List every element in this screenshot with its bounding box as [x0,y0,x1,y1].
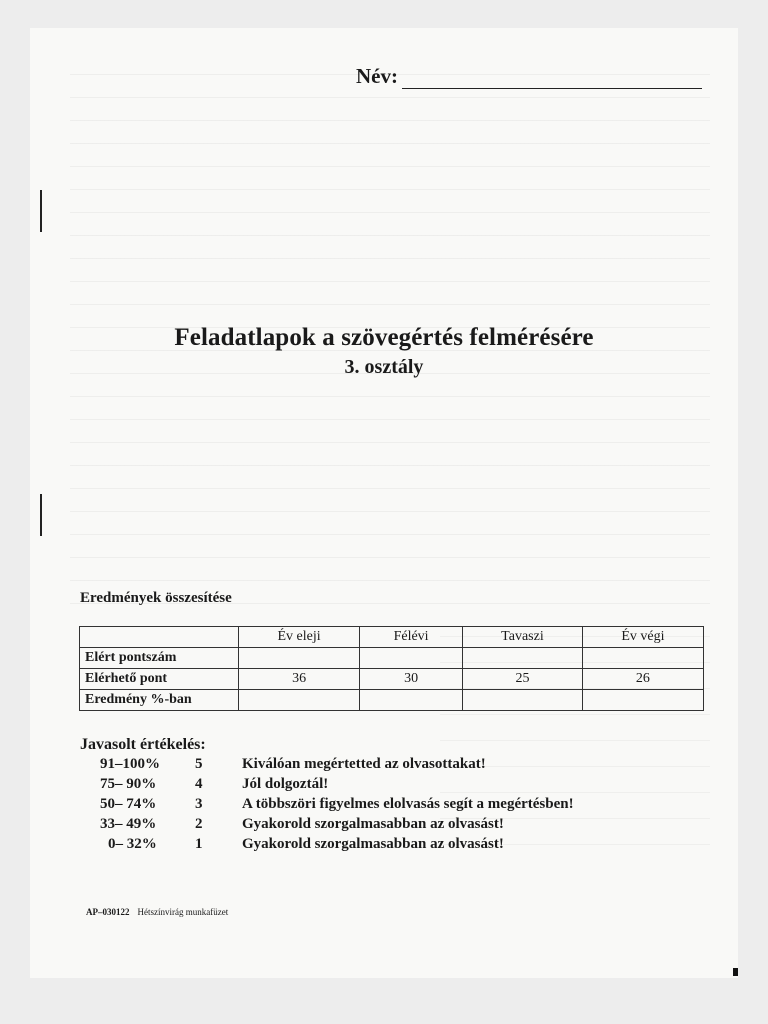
table-cell: 26 [582,669,703,690]
binder-mark-bottom [40,494,42,536]
name-label: Név: [356,64,398,88]
evaluation-grade: 1 [195,836,203,852]
table-cell[interactable] [582,648,703,669]
evaluation-text: Kiválóan megértetted az olvasottakat! [242,756,486,772]
table-cell[interactable] [463,690,583,711]
page-footer [86,907,228,917]
row-label-elerheto-pont: Elérhető pont [80,669,239,690]
table-cell[interactable] [239,648,360,669]
evaluation-text: A többszöri figyelmes elolvasás segít a megértésben! [242,796,574,812]
evaluation-grade: 3 [195,796,203,812]
results-header-row [80,627,704,648]
results-table [79,626,704,711]
evaluation-grade: 4 [195,776,203,792]
table-cell[interactable] [239,690,360,711]
row-label-eredmeny-szazalek: Eredmény %-ban [80,690,239,711]
row-label-elert-pontszam: Elért pontszám [80,648,239,669]
name-field [356,64,702,89]
results-heading: Eredmények összesítése [80,590,232,606]
evaluation-range: 33– 49% [100,816,157,832]
evaluation-heading: Javasolt értékelés: [80,736,206,753]
table-cell: 36 [239,669,360,690]
evaluation-range: 75– 90% [100,776,157,792]
scan-corner-mark [733,968,738,976]
footer-code: AP–030122 [86,907,130,917]
table-cell[interactable] [360,690,463,711]
evaluation-range: 50– 74% [100,796,157,812]
footer-brand: Hétszínvirág munkafüzet [137,907,229,917]
results-header-ev-vegi: Év végi [582,627,703,648]
results-header-tavaszi: Tavaszi [463,627,583,648]
evaluation-text: Gyakorold szorgalmasabban az olvasást! [242,816,504,832]
evaluation-text: Gyakorold szorgalmasabban az olvasást! [242,836,504,852]
table-cell[interactable] [582,690,703,711]
table-cell[interactable] [360,648,463,669]
evaluation-range: 0– 32% [108,836,157,852]
results-header-ev-eleji: Év eleji [239,627,360,648]
results-header-blank [80,627,239,648]
name-blank-line[interactable] [402,70,702,89]
results-header-felevi: Félévi [360,627,463,648]
binder-mark-top [40,190,42,232]
evaluation-text: Jól dolgoztál! [242,776,329,792]
table-cell[interactable] [463,648,583,669]
page-subtitle: 3. osztály [344,356,424,378]
page-title: Feladatlapok a szövegértés felmérésére [174,324,594,351]
table-row [80,669,704,690]
table-row [80,648,704,669]
evaluation-range: 91–100% [100,756,160,772]
evaluation-grade: 2 [195,816,203,832]
table-row [80,690,704,711]
table-cell: 25 [463,669,583,690]
table-cell: 30 [360,669,463,690]
evaluation-grade: 5 [195,756,203,772]
